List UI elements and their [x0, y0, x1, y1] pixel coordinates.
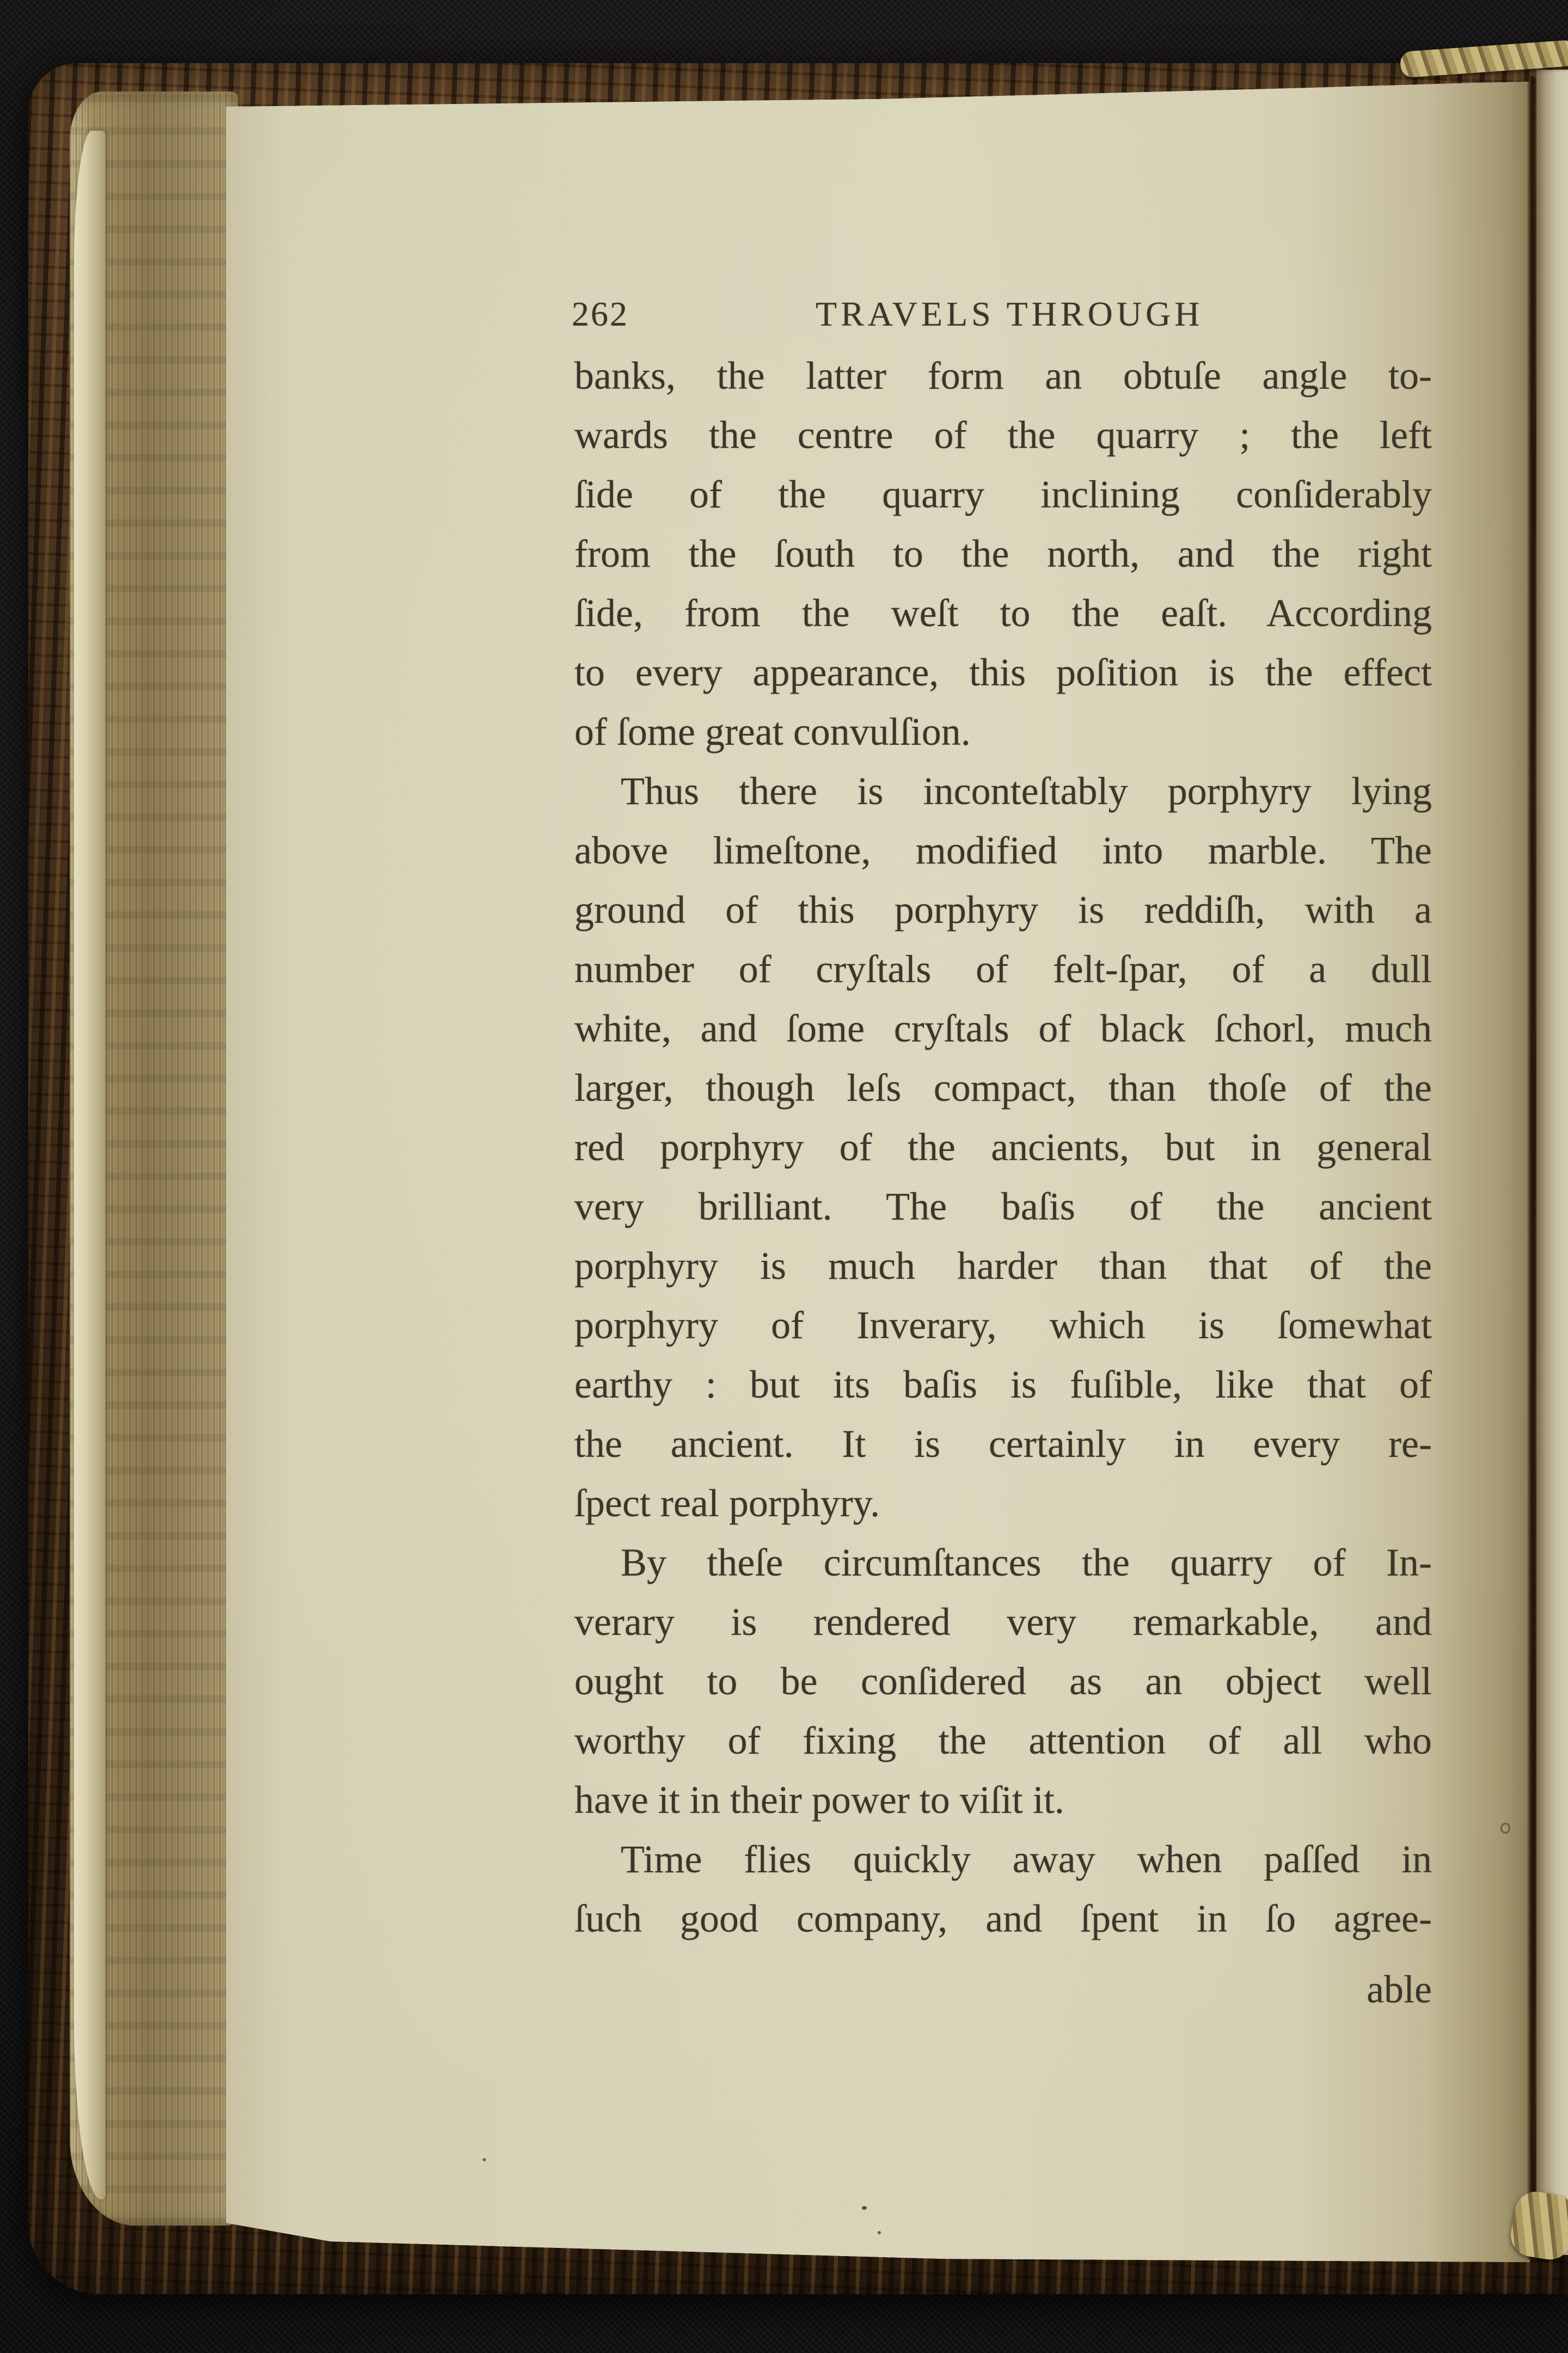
- text-line: verary is rendered very remarkable, and: [574, 1600, 1432, 1644]
- facing-page-sliver: [1536, 70, 1568, 2255]
- text-line: larger, though leſs compact, than thoſe of the: [574, 1066, 1432, 1110]
- text-line: ſide, from the weſt to the eaſt. According: [574, 591, 1432, 635]
- running-title: TRAVELS THROUGH: [816, 295, 1204, 333]
- text-line: wards the centre of the quarry ; the left: [574, 413, 1432, 457]
- text-line: of ſome great convulſion.: [574, 710, 971, 753]
- text-line: the ancient. It is certainly in every re-: [574, 1422, 1432, 1466]
- paper-speck: [482, 2158, 486, 2161]
- text-block: [574, 346, 1432, 1948]
- text-line: ſpect real porphyry.: [574, 1481, 880, 1525]
- text-line: porphyry is much harder than that of the: [574, 1244, 1432, 1288]
- text-line: white, and ſome cryſtals of black ſchorl, much: [574, 1007, 1432, 1050]
- text-line: Time flies quickly away when paſſed in: [621, 1837, 1432, 1881]
- paper-speck: [878, 2231, 881, 2234]
- gutter-crease: [1527, 76, 1538, 2260]
- catchword: able: [1367, 1968, 1432, 2011]
- text-line: earthy : but its baſis is fuſible, like that of: [574, 1363, 1432, 1406]
- text-line: have it in their power to viſit it.: [574, 1778, 1064, 1822]
- text-line: ought to be conſidered as an object well: [574, 1659, 1432, 1703]
- text-line: red porphyry of the ancients, but in general: [574, 1125, 1432, 1169]
- paper-speck: [862, 2206, 867, 2210]
- text-line: ſide of the quarry inclining conſiderably: [574, 473, 1432, 516]
- text-line: porphyry of Inverary, which is ſomewhat: [574, 1303, 1432, 1347]
- text-line: ſuch good company, and ſpent in ſo agree-: [574, 1897, 1432, 1940]
- loose-page-edges: [74, 131, 106, 2199]
- paper-speck: [1500, 1823, 1510, 1834]
- text-line: from the ſouth to the north, and the right: [574, 532, 1432, 575]
- text-line: By theſe circumſtances the quarry of In-: [621, 1541, 1432, 1584]
- text-line: number of cryſtals of felt-ſpar, of a dull: [574, 947, 1432, 991]
- text-line: banks, the latter form an obtuſe angle to-: [574, 354, 1432, 397]
- text-line: very brilliant. The baſis of the ancient: [574, 1185, 1432, 1228]
- text-line: worthy of fixing the attention of all who: [574, 1719, 1432, 1762]
- text-line: ground of this porphyry is reddiſh, with a: [574, 888, 1432, 932]
- text-line: above limeſtone, modified into marble. The: [574, 829, 1432, 872]
- text-line: Thus there is inconteſtably porphyry lying: [621, 769, 1432, 813]
- text-line: to every appearance, this poſition is the effect: [574, 651, 1432, 694]
- page-number: 262: [572, 295, 629, 333]
